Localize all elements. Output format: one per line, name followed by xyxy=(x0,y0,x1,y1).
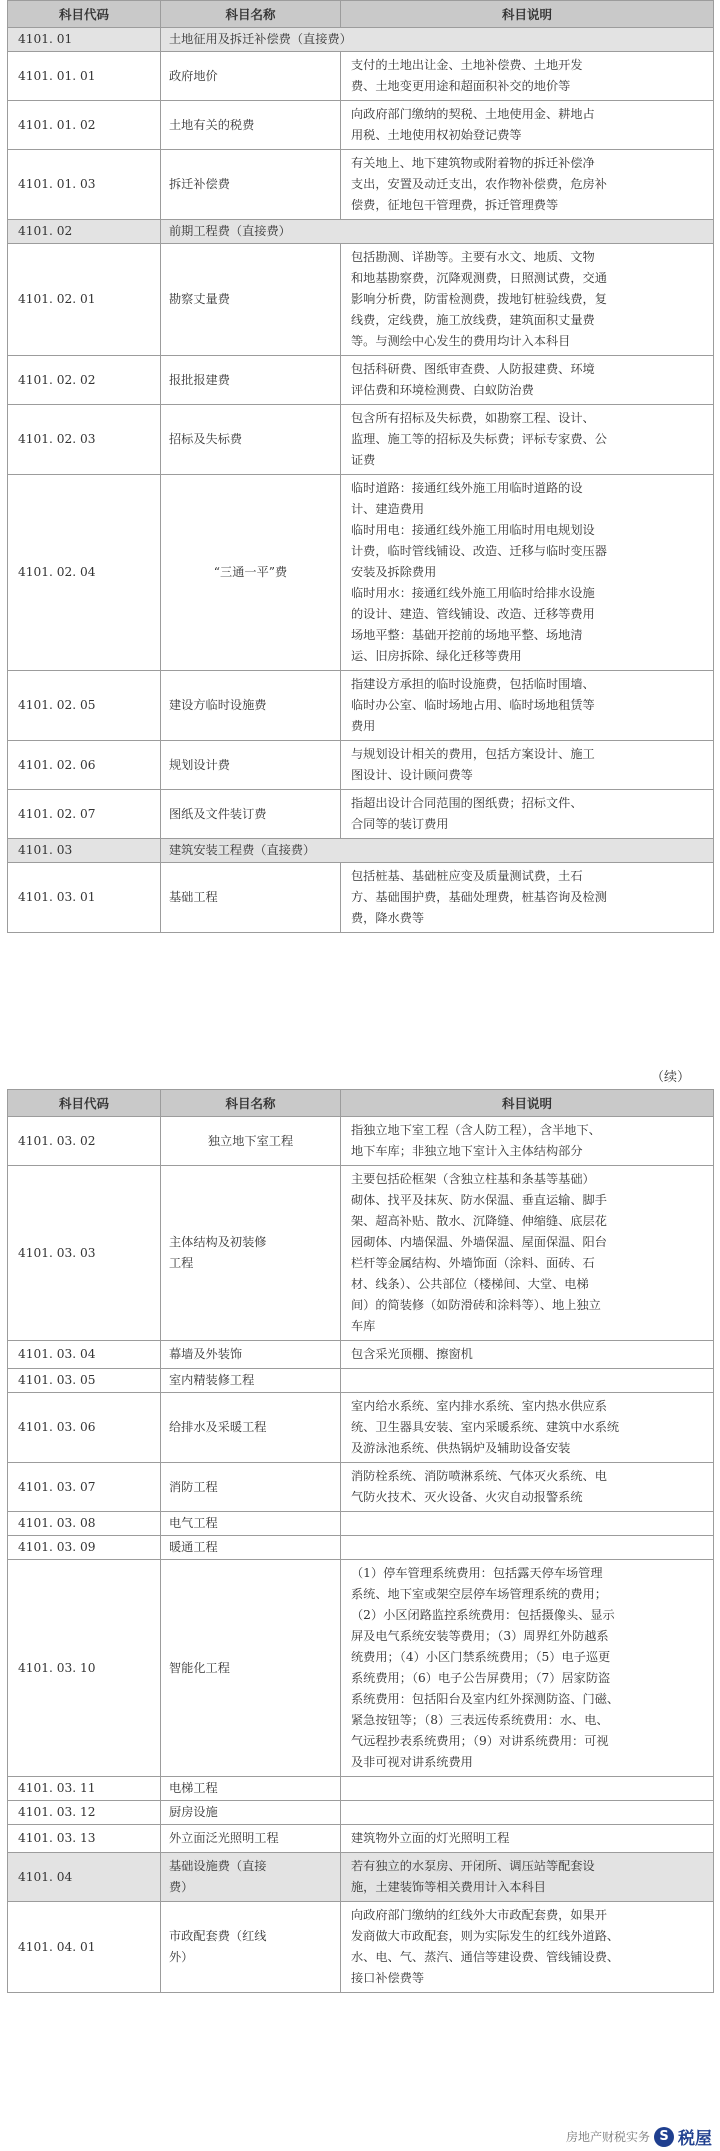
account-code: 4101. 03. 08 xyxy=(8,1512,161,1536)
description-line: 紧急按钮等；（8）三表远传系统费用：水、电、 xyxy=(351,1713,609,1727)
account-name xyxy=(161,1853,341,1902)
account-code: 4101. 03. 05 xyxy=(8,1369,161,1393)
logo-text: 税屋 xyxy=(678,2129,712,2149)
account-description xyxy=(341,863,714,933)
description-line: 指独立地下室工程（含人防工程），含半地下、 xyxy=(351,1123,601,1137)
account-code: 4101. 03. 11 xyxy=(8,1777,161,1801)
account-description xyxy=(341,1777,714,1801)
table-header-row xyxy=(8,1090,714,1117)
account-name: 室内精装修工程 xyxy=(161,1369,341,1393)
account-code: 4101. 02. 01 xyxy=(8,244,161,356)
table-row xyxy=(8,1902,714,1993)
description-line: 支付的土地出让金、土地补偿费、土地开发 xyxy=(351,58,583,72)
account-name: 拆迁补偿费 xyxy=(161,150,341,220)
account-name: 电气工程 xyxy=(161,1512,341,1536)
group-row xyxy=(8,28,714,52)
description-line: （2）小区闭路监控系统费用：包括摄像头、显示 xyxy=(351,1608,615,1622)
account-name: 厨房设施 xyxy=(161,1801,341,1825)
description-line: 包括桩基、基础桩应变及质量测试费，土石 xyxy=(351,869,583,883)
account-name: “三通一平”费 xyxy=(161,475,341,671)
account-name: 电梯工程 xyxy=(161,1777,341,1801)
account-code: 4101. 03. 04 xyxy=(8,1341,161,1369)
description-line: 向政府部门缴纳的契税、土地使用金、耕地占 xyxy=(351,107,595,121)
account-description xyxy=(341,244,714,356)
account-name: 勘察丈量费 xyxy=(161,244,341,356)
description-line: 费用 xyxy=(351,719,376,733)
table-row xyxy=(8,1512,714,1536)
description-line: 向政府部门缴纳的红线外大市政配套费，如果开 xyxy=(351,1908,607,1922)
description-line: 及非可视对讲系统费用 xyxy=(351,1755,473,1769)
account-code: 4101. 02. 05 xyxy=(8,671,161,741)
description-line: 车库 xyxy=(351,1319,376,1333)
table-row xyxy=(8,150,714,220)
account-code: 4101. 01 xyxy=(8,28,161,52)
description-line: 计、建造费用 xyxy=(351,502,425,516)
account-description xyxy=(341,1341,714,1369)
group-row xyxy=(8,220,714,244)
account-name: 基础工程 xyxy=(161,863,341,933)
account-name: 政府地价 xyxy=(161,52,341,101)
description-line: 证费 xyxy=(351,453,376,467)
account-code: 4101. 01. 03 xyxy=(8,150,161,220)
description-line: 屏及电气系统安装等费用；（3）周界红外防越系 xyxy=(351,1629,609,1643)
description-line: 偿费，征地包干管理费，拆迁管理费等 xyxy=(351,198,559,212)
account-description xyxy=(341,671,714,741)
header-code: 科目代码 xyxy=(8,1090,161,1117)
account-code: 4101. 02. 03 xyxy=(8,405,161,475)
account-name-line: 基础设施费（直接 xyxy=(169,1859,267,1873)
account-table-part2 xyxy=(7,1089,714,1993)
account-code: 4101. 01. 01 xyxy=(8,52,161,101)
header-code: 科目代码 xyxy=(8,1,161,28)
account-description xyxy=(341,1512,714,1536)
description-line: 地下车库；非独立地下室计入主体结构部分 xyxy=(351,1144,583,1158)
description-line: 包含采光顶棚、擦窗机 xyxy=(351,1347,473,1361)
description-line: 临时用水：接通红线外施工用临时给排水设施 xyxy=(351,586,595,600)
description-line: 与规划设计相关的费用，包括方案设计、施工 xyxy=(351,747,595,761)
description-line: 统费用；（4）小区门禁系统费用；（5）电子巡更 xyxy=(351,1650,611,1664)
description-line: （1）停车管理系统费用：包括露天停车场管理 xyxy=(351,1566,603,1580)
description-line: 气防火技术、灭火设备、火灾自动报警系统 xyxy=(351,1490,583,1504)
account-name: 土地有关的税费 xyxy=(161,101,341,150)
account-description xyxy=(341,1853,714,1902)
account-description xyxy=(341,1902,714,1993)
account-code: 4101. 02. 07 xyxy=(8,790,161,839)
account-name-line: 工程 xyxy=(169,1256,194,1270)
description-line: 场地平整：基础开挖前的场地平整、场地清 xyxy=(351,628,583,642)
account-code: 4101. 03. 09 xyxy=(8,1536,161,1560)
account-code: 4101. 03. 06 xyxy=(8,1393,161,1463)
account-code: 4101. 03 xyxy=(8,839,161,863)
account-description xyxy=(341,1369,714,1393)
account-description xyxy=(341,52,714,101)
account-description xyxy=(341,1801,714,1825)
account-name: 外立面泛光照明工程 xyxy=(161,1825,341,1853)
account-description xyxy=(341,1117,714,1166)
account-description xyxy=(341,1536,714,1560)
description-line: 指建设方承担的临时设施费，包括临时围墙、 xyxy=(351,677,595,691)
table-row xyxy=(8,1777,714,1801)
description-line: 方、基础围护费，基础处理费，桩基咨询及检测 xyxy=(351,890,607,904)
account-code: 4101. 03. 02 xyxy=(8,1117,161,1166)
table-row xyxy=(8,1463,714,1512)
description-line: 材、线条）、公共部位（楼梯间、大堂、电梯 xyxy=(351,1277,589,1291)
account-code: 4101. 02. 06 xyxy=(8,741,161,790)
description-line: 指超出设计合同范围的图纸费；招标文件、 xyxy=(351,796,583,810)
account-name xyxy=(161,1166,341,1341)
account-name-line: 费） xyxy=(169,1880,194,1894)
description-line: 架、超高补贴、散水、沉降缝、伸缩缝、底层花 xyxy=(351,1214,607,1228)
description-line: 室内给水系统、室内排水系统、室内热水供应系 xyxy=(351,1399,607,1413)
table-row xyxy=(8,1801,714,1825)
account-name: 幕墙及外装饰 xyxy=(161,1341,341,1369)
table-row xyxy=(8,356,714,405)
header-desc: 科目说明 xyxy=(341,1,714,28)
account-name: 图纸及文件装订费 xyxy=(161,790,341,839)
description-line: 包含所有招标及失标费，如勘察工程、设计、 xyxy=(351,411,595,425)
description-line: 图设计、设计顾问费等 xyxy=(351,768,473,782)
description-line: 系统、地下室或架空层停车场管理系统的费用； xyxy=(351,1587,607,1601)
table-row xyxy=(8,475,714,671)
wechat-source: 房地产财税实务 xyxy=(565,2130,650,2144)
table-row xyxy=(8,1853,714,1902)
account-code: 4101. 04 xyxy=(8,1853,161,1902)
description-line: 计费，临时管线铺设、改造、迁移与临时变压器 xyxy=(351,544,607,558)
account-name: 招标及失标费 xyxy=(161,405,341,475)
account-name: 消防工程 xyxy=(161,1463,341,1512)
account-description xyxy=(341,150,714,220)
description-line: 及游泳池系统、供热锅炉及辅助设备安装 xyxy=(351,1441,571,1455)
watermark xyxy=(566,2124,712,2149)
account-description xyxy=(341,1825,714,1853)
account-description xyxy=(341,790,714,839)
table-row xyxy=(8,671,714,741)
description-line: 的设计、建造、管线铺设、改造、迁移等费用 xyxy=(351,607,595,621)
account-name xyxy=(161,1902,341,1993)
description-line: 用税、土地使用权初始登记费等 xyxy=(351,128,522,142)
account-code: 4101. 04. 01 xyxy=(8,1902,161,1993)
description-line: 合同等的装订费用 xyxy=(351,817,449,831)
description-line: 若有独立的水泵房、开闭所、调压站等配套设 xyxy=(351,1859,595,1873)
table-row xyxy=(8,863,714,933)
description-line: 砌体、找平及抹灰、防水保温、垂直运输、脚手 xyxy=(351,1193,607,1207)
description-line: 统、卫生器具安装、室内采暖系统、建筑中水系统 xyxy=(351,1420,620,1434)
header-desc: 科目说明 xyxy=(341,1090,714,1117)
description-line: 有关地上、地下建筑物或附着物的拆迁补偿净 xyxy=(351,156,595,170)
table-row xyxy=(8,1560,714,1777)
account-description xyxy=(341,475,714,671)
table-header-row xyxy=(8,1,714,28)
account-code: 4101. 03. 10 xyxy=(8,1560,161,1777)
account-name: 规划设计费 xyxy=(161,741,341,790)
account-name-line: 主体结构及初装修 xyxy=(169,1235,267,1249)
description-line: 气远程抄表系统费用；（9）对讲系统费用：可视 xyxy=(351,1734,609,1748)
table-row xyxy=(8,405,714,475)
account-code: 4101. 02 xyxy=(8,220,161,244)
description-line: 接口补偿费等 xyxy=(351,1971,425,1985)
account-code: 4101. 03. 12 xyxy=(8,1801,161,1825)
account-description xyxy=(341,1560,714,1777)
group-title: 前期工程费（直接费） xyxy=(161,220,714,244)
group-title: 土地征用及拆迁补偿费（直接费） xyxy=(161,28,714,52)
account-code: 4101. 02. 02 xyxy=(8,356,161,405)
account-table-part1 xyxy=(7,0,714,933)
account-description xyxy=(341,405,714,475)
description-line: 施，土建装饰等相关费用计入本科目 xyxy=(351,1880,546,1894)
table-row xyxy=(8,1536,714,1560)
table-row xyxy=(8,52,714,101)
description-line: 发商做大市政配套，则为实际发生的红线外道路、 xyxy=(351,1929,620,1943)
account-name: 报批报建费 xyxy=(161,356,341,405)
account-code: 4101. 03. 13 xyxy=(8,1825,161,1853)
account-name: 独立地下室工程 xyxy=(161,1117,341,1166)
account-description xyxy=(341,1463,714,1512)
description-line: 消防栓系统、消防喷淋系统、气体灭火系统、电 xyxy=(351,1469,607,1483)
account-code: 4101. 03. 03 xyxy=(8,1166,161,1341)
table-row xyxy=(8,1166,714,1341)
description-line: 支出，安置及动迁支出，农作物补偿费，危房补 xyxy=(351,177,607,191)
account-description xyxy=(341,741,714,790)
account-code: 4101. 01. 02 xyxy=(8,101,161,150)
account-name: 建设方临时设施费 xyxy=(161,671,341,741)
description-line: 建筑物外立面的灯光照明工程 xyxy=(351,1831,510,1845)
table-row xyxy=(8,1369,714,1393)
description-line: 费、土地变更用途和超面积补交的地价等 xyxy=(351,79,571,93)
table-row xyxy=(8,741,714,790)
description-line: 线费，定线费，施工放线费，建筑面积丈量费 xyxy=(351,313,595,327)
description-line: 包括勘测、详勘等。主要有水文、地质、文物 xyxy=(351,250,595,264)
table-row xyxy=(8,244,714,356)
description-line: 费，降水费等 xyxy=(351,911,425,925)
description-line: 栏杆等金属结构、外墙饰面（涂料、面砖、石 xyxy=(351,1256,595,1270)
account-description xyxy=(341,101,714,150)
table-row xyxy=(8,790,714,839)
group-row xyxy=(8,839,714,863)
header-name: 科目名称 xyxy=(161,1090,341,1117)
group-title: 建筑安装工程费（直接费） xyxy=(161,839,714,863)
logo-mark: S xyxy=(654,2127,674,2147)
account-description xyxy=(341,356,714,405)
table-row xyxy=(8,1341,714,1369)
description-line: 临时用电：接通红线外施工用临时用电规划设 xyxy=(351,523,595,537)
account-name-line: 市政配套费（红线 xyxy=(169,1929,267,1943)
account-description xyxy=(341,1166,714,1341)
description-line: 园砌体、内墙保温、外墙保温、屋面保温、阳台 xyxy=(351,1235,607,1249)
description-line: 影响分析费，防雷检测费，拨地钉桩验线费，复 xyxy=(351,292,607,306)
account-description xyxy=(341,1393,714,1463)
account-name: 暖通工程 xyxy=(161,1536,341,1560)
description-line: 监理、施工等的招标及失标费；评标专家费、公 xyxy=(351,432,607,446)
account-code: 4101. 03. 01 xyxy=(8,863,161,933)
description-line: 运、旧房拆除、绿化迁移等费用 xyxy=(351,649,522,663)
description-line: 临时办公室、临时场地占用、临时场地租赁等 xyxy=(351,698,595,712)
description-line: 系统费用：包括阳台及室内红外探测防盗、门磁、 xyxy=(351,1692,620,1706)
header-name: 科目名称 xyxy=(161,1,341,28)
description-line: 安装及拆除费用 xyxy=(351,565,437,579)
description-line: 和地基勘察费，沉降观测费，日照测试费，交通 xyxy=(351,271,607,285)
description-line: 临时道路：接通红线外施工用临时道路的设 xyxy=(351,481,583,495)
description-line: 包括科研费、图纸审查费、人防报建费、环境 xyxy=(351,362,595,376)
table-row xyxy=(8,1825,714,1853)
description-line: 间）的简装修（如防滑砖和涂料等）、地上独立 xyxy=(351,1298,601,1312)
account-name: 智能化工程 xyxy=(161,1560,341,1777)
table-row xyxy=(8,1393,714,1463)
table-row xyxy=(8,1117,714,1166)
account-name: 给排水及采暖工程 xyxy=(161,1393,341,1463)
account-code: 4101. 02. 04 xyxy=(8,475,161,671)
description-line: 等。与测绘中心发生的费用均计入本科目 xyxy=(351,334,571,348)
description-line: 评估费和环境检测费、白蚁防治费 xyxy=(351,383,534,397)
description-line: 系统费用；（6）电子公告屏费用；（7）居家防盗 xyxy=(351,1671,611,1685)
description-line: 主要包括砼框架（含独立柱基和条基等基础） xyxy=(351,1172,595,1186)
continued-label: （续） xyxy=(650,1070,690,1085)
account-name-line: 外） xyxy=(169,1950,194,1964)
description-line: 水、电、气、蒸汽、通信等建设费、管线铺设费、 xyxy=(351,1950,620,1964)
account-code: 4101. 03. 07 xyxy=(8,1463,161,1512)
table-row xyxy=(8,101,714,150)
